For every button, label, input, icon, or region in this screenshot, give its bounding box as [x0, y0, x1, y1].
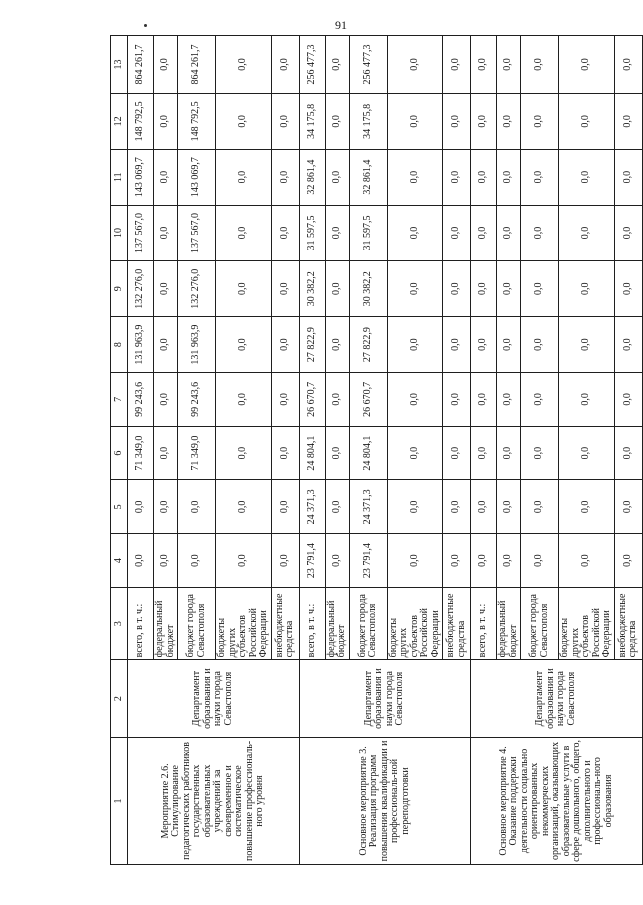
- amount-cell: 864 261,7: [128, 36, 154, 94]
- amount-cell: 0,0: [614, 317, 642, 373]
- amount-cell: 0,0: [521, 93, 559, 149]
- amount-cell: 0,0: [154, 317, 178, 373]
- amount-cell: 0,0: [443, 93, 471, 149]
- amount-cell: 256 477,3: [299, 36, 325, 94]
- amount-cell: 0,0: [271, 149, 299, 205]
- amount-cell: 0,0: [154, 261, 178, 317]
- amount-cell: 0,0: [216, 534, 272, 588]
- amount-cell: 99 243,6: [128, 373, 154, 427]
- executor-cell: Департамент образования и науки города Севастополя: [128, 660, 300, 738]
- amount-cell: 132 276,0: [178, 261, 216, 317]
- funding-source-cell: внебюджетные средства: [443, 588, 471, 660]
- amount-cell: 0,0: [216, 261, 272, 317]
- amount-cell: 0,0: [471, 317, 497, 373]
- amount-cell: 0,0: [614, 36, 642, 94]
- amount-cell: 0,0: [271, 317, 299, 373]
- column-number: 4: [111, 534, 128, 588]
- amount-cell: 0,0: [614, 93, 642, 149]
- amount-cell: 0,0: [387, 205, 443, 261]
- column-number-row: [111, 36, 128, 865]
- amount-cell: 0,0: [443, 36, 471, 94]
- amount-cell: 0,0: [271, 534, 299, 588]
- table-row: [471, 36, 497, 865]
- amount-cell: 0,0: [325, 261, 349, 317]
- amount-cell: 0,0: [128, 534, 154, 588]
- funding-source-cell: федеральный бюджет: [325, 588, 349, 660]
- amount-cell: 0,0: [497, 93, 521, 149]
- column-number: 7: [111, 373, 128, 427]
- amount-cell: 0,0: [325, 373, 349, 427]
- table-row: [128, 36, 154, 865]
- amount-cell: 0,0: [271, 426, 299, 480]
- amount-cell: 0,0: [216, 426, 272, 480]
- amount-cell: 143 069,7: [128, 149, 154, 205]
- amount-cell: 148 792,5: [128, 93, 154, 149]
- amount-cell: 0,0: [559, 317, 615, 373]
- amount-cell: 0,0: [387, 534, 443, 588]
- amount-cell: 0,0: [614, 480, 642, 534]
- amount-cell: 0,0: [443, 149, 471, 205]
- amount-cell: 31 597,5: [349, 205, 387, 261]
- column-number: 3: [111, 588, 128, 660]
- amount-cell: 131 963,9: [128, 317, 154, 373]
- amount-cell: 26 670,7: [299, 373, 325, 427]
- amount-cell: 0,0: [154, 205, 178, 261]
- amount-cell: 148 792,5: [178, 93, 216, 149]
- amount-cell: 0,0: [443, 426, 471, 480]
- column-number: 8: [111, 317, 128, 373]
- amount-cell: 0,0: [471, 426, 497, 480]
- amount-cell: 0,0: [271, 261, 299, 317]
- amount-cell: 23 791,4: [299, 534, 325, 588]
- activity-cell: Мероприятие 2.6. Стимулирование педагогических работников государственных образовательных учреждений за своевременное и систематическое повышение профессиональ-ного уровня: [128, 737, 300, 864]
- amount-cell: 0,0: [325, 36, 349, 94]
- column-number: 5: [111, 480, 128, 534]
- amount-cell: 0,0: [128, 480, 154, 534]
- funding-source-cell: бюджет города Севастополя: [349, 588, 387, 660]
- amount-cell: 0,0: [154, 149, 178, 205]
- amount-cell: 0,0: [178, 480, 216, 534]
- amount-cell: 0,0: [387, 149, 443, 205]
- activity-cell: Основное мероприятие 4. Оказание поддержки деятельности социально ориентированных некоммерческих организаций, оказывающих образовательные услуги в сфере дошкольного, общего, дополнительного и профессиональ-ного образования: [471, 737, 643, 864]
- amount-cell: 0,0: [216, 317, 272, 373]
- amount-cell: 0,0: [387, 261, 443, 317]
- funding-source-cell: бюджеты других субъектов Российской Федерации: [559, 588, 615, 660]
- amount-cell: 0,0: [497, 205, 521, 261]
- amount-cell: 0,0: [271, 373, 299, 427]
- funding-source-cell: бюджет города Севастополя: [521, 588, 559, 660]
- amount-cell: 0,0: [216, 93, 272, 149]
- amount-cell: 0,0: [521, 534, 559, 588]
- amount-cell: 0,0: [154, 93, 178, 149]
- amount-cell: 0,0: [387, 426, 443, 480]
- amount-cell: 143 069,7: [178, 149, 216, 205]
- amount-cell: 0,0: [325, 480, 349, 534]
- amount-cell: 71 349,0: [128, 426, 154, 480]
- amount-cell: 0,0: [471, 36, 497, 94]
- amount-cell: 23 791,4: [349, 534, 387, 588]
- amount-cell: 0,0: [154, 426, 178, 480]
- funding-source-cell: всего, в т. ч.:: [128, 588, 154, 660]
- amount-cell: 0,0: [497, 36, 521, 94]
- amount-cell: 0,0: [497, 373, 521, 427]
- table-row: [299, 36, 325, 865]
- amount-cell: 0,0: [559, 426, 615, 480]
- funding-source-cell: внебюджетные средства: [614, 588, 642, 660]
- amount-cell: 0,0: [614, 534, 642, 588]
- amount-cell: 0,0: [497, 534, 521, 588]
- amount-cell: 0,0: [521, 149, 559, 205]
- funding-source-cell: бюджеты других субъектов Российской Федерации: [387, 588, 443, 660]
- amount-cell: 0,0: [614, 205, 642, 261]
- funding-source-cell: бюджет города Севастополя: [178, 588, 216, 660]
- amount-cell: 24 804,1: [349, 426, 387, 480]
- amount-cell: 0,0: [387, 317, 443, 373]
- amount-cell: 0,0: [614, 261, 642, 317]
- amount-cell: 0,0: [559, 205, 615, 261]
- amount-cell: 0,0: [559, 93, 615, 149]
- amount-cell: 27 822,9: [299, 317, 325, 373]
- amount-cell: 0,0: [387, 93, 443, 149]
- amount-cell: 0,0: [216, 149, 272, 205]
- amount-cell: 0,0: [387, 373, 443, 427]
- amount-cell: 0,0: [216, 373, 272, 427]
- amount-cell: 0,0: [521, 426, 559, 480]
- amount-cell: 0,0: [521, 373, 559, 427]
- amount-cell: 24 371,3: [299, 480, 325, 534]
- amount-cell: 30 382,2: [349, 261, 387, 317]
- amount-cell: 0,0: [521, 261, 559, 317]
- amount-cell: 0,0: [521, 205, 559, 261]
- column-number: 13: [111, 36, 128, 94]
- amount-cell: 0,0: [443, 205, 471, 261]
- amount-cell: 0,0: [271, 93, 299, 149]
- amount-cell: 0,0: [471, 534, 497, 588]
- amount-cell: 0,0: [443, 373, 471, 427]
- amount-cell: 0,0: [471, 261, 497, 317]
- amount-cell: 864 261,7: [178, 36, 216, 94]
- amount-cell: 0,0: [559, 534, 615, 588]
- amount-cell: 0,0: [443, 534, 471, 588]
- amount-cell: 132 276,0: [128, 261, 154, 317]
- amount-cell: 0,0: [154, 480, 178, 534]
- amount-cell: 0,0: [497, 480, 521, 534]
- amount-cell: 24 804,1: [299, 426, 325, 480]
- amount-cell: 0,0: [325, 426, 349, 480]
- amount-cell: 32 861,4: [349, 149, 387, 205]
- amount-cell: 0,0: [216, 205, 272, 261]
- amount-cell: 0,0: [521, 480, 559, 534]
- amount-cell: 0,0: [271, 205, 299, 261]
- amount-cell: 0,0: [471, 149, 497, 205]
- amount-cell: 0,0: [387, 480, 443, 534]
- column-number: 9: [111, 261, 128, 317]
- amount-cell: 0,0: [521, 36, 559, 94]
- amount-cell: 0,0: [443, 480, 471, 534]
- funding-source-cell: внебюджетные средства: [271, 588, 299, 660]
- funding-source-cell: бюджеты других субъектов Российской Федерации: [216, 588, 272, 660]
- amount-cell: 0,0: [471, 480, 497, 534]
- amount-cell: 0,0: [387, 36, 443, 94]
- amount-cell: 26 670,7: [349, 373, 387, 427]
- column-number: 1: [111, 737, 128, 864]
- amount-cell: 0,0: [325, 317, 349, 373]
- amount-cell: 0,0: [271, 480, 299, 534]
- amount-cell: 0,0: [497, 317, 521, 373]
- amount-cell: 0,0: [497, 261, 521, 317]
- amount-cell: 34 175,8: [299, 93, 325, 149]
- activity-cell: Основное мероприятие 3. Реализация программ повышения квалификации и профессиональ-ной переподготовки: [299, 737, 471, 864]
- executor-cell: Департамент образования и науки города Севастополя: [299, 660, 471, 738]
- funding-source-cell: федеральный бюджет: [497, 588, 521, 660]
- amount-cell: 0,0: [497, 426, 521, 480]
- amount-cell: 0,0: [443, 317, 471, 373]
- amount-cell: 0,0: [154, 36, 178, 94]
- amount-cell: 71 349,0: [178, 426, 216, 480]
- amount-cell: 99 243,6: [178, 373, 216, 427]
- executor-cell: Департамент образования и науки города Севастополя: [471, 660, 643, 738]
- amount-cell: 0,0: [559, 36, 615, 94]
- amount-cell: 0,0: [614, 373, 642, 427]
- amount-cell: 32 861,4: [299, 149, 325, 205]
- column-number: 10: [111, 205, 128, 261]
- amount-cell: 0,0: [471, 205, 497, 261]
- funding-source-cell: федеральный бюджет: [154, 588, 178, 660]
- amount-cell: 0,0: [471, 373, 497, 427]
- amount-cell: 256 477,3: [349, 36, 387, 94]
- amount-cell: 0,0: [559, 373, 615, 427]
- amount-cell: 137 567,0: [128, 205, 154, 261]
- column-number: 2: [111, 660, 128, 738]
- funding-source-cell: всего, в т. ч.:: [471, 588, 497, 660]
- column-number: 12: [111, 93, 128, 149]
- column-number: 6: [111, 426, 128, 480]
- amount-cell: 30 382,2: [299, 261, 325, 317]
- amount-cell: 0,0: [178, 534, 216, 588]
- scan-mark: [144, 24, 147, 27]
- amount-cell: 0,0: [325, 93, 349, 149]
- amount-cell: 0,0: [154, 373, 178, 427]
- amount-cell: 0,0: [325, 205, 349, 261]
- amount-cell: 0,0: [271, 36, 299, 94]
- budget-table: [110, 35, 643, 865]
- amount-cell: 34 175,8: [349, 93, 387, 149]
- amount-cell: 0,0: [559, 261, 615, 317]
- column-number: 11: [111, 149, 128, 205]
- amount-cell: 0,0: [497, 149, 521, 205]
- amount-cell: 137 567,0: [178, 205, 216, 261]
- amount-cell: 0,0: [559, 149, 615, 205]
- page-number: 91: [335, 18, 347, 32]
- amount-cell: 27 822,9: [349, 317, 387, 373]
- amount-cell: 0,0: [559, 480, 615, 534]
- amount-cell: 24 371,3: [349, 480, 387, 534]
- amount-cell: 0,0: [216, 480, 272, 534]
- amount-cell: 0,0: [471, 93, 497, 149]
- budget-table-rotated: [110, 35, 638, 865]
- amount-cell: 0,0: [614, 149, 642, 205]
- amount-cell: 0,0: [216, 36, 272, 94]
- amount-cell: 0,0: [443, 261, 471, 317]
- amount-cell: 0,0: [325, 149, 349, 205]
- amount-cell: 0,0: [154, 534, 178, 588]
- amount-cell: 0,0: [325, 534, 349, 588]
- amount-cell: 31 597,5: [299, 205, 325, 261]
- funding-source-cell: всего, в т. ч.:: [299, 588, 325, 660]
- amount-cell: 0,0: [521, 317, 559, 373]
- amount-cell: 0,0: [614, 426, 642, 480]
- amount-cell: 131 963,9: [178, 317, 216, 373]
